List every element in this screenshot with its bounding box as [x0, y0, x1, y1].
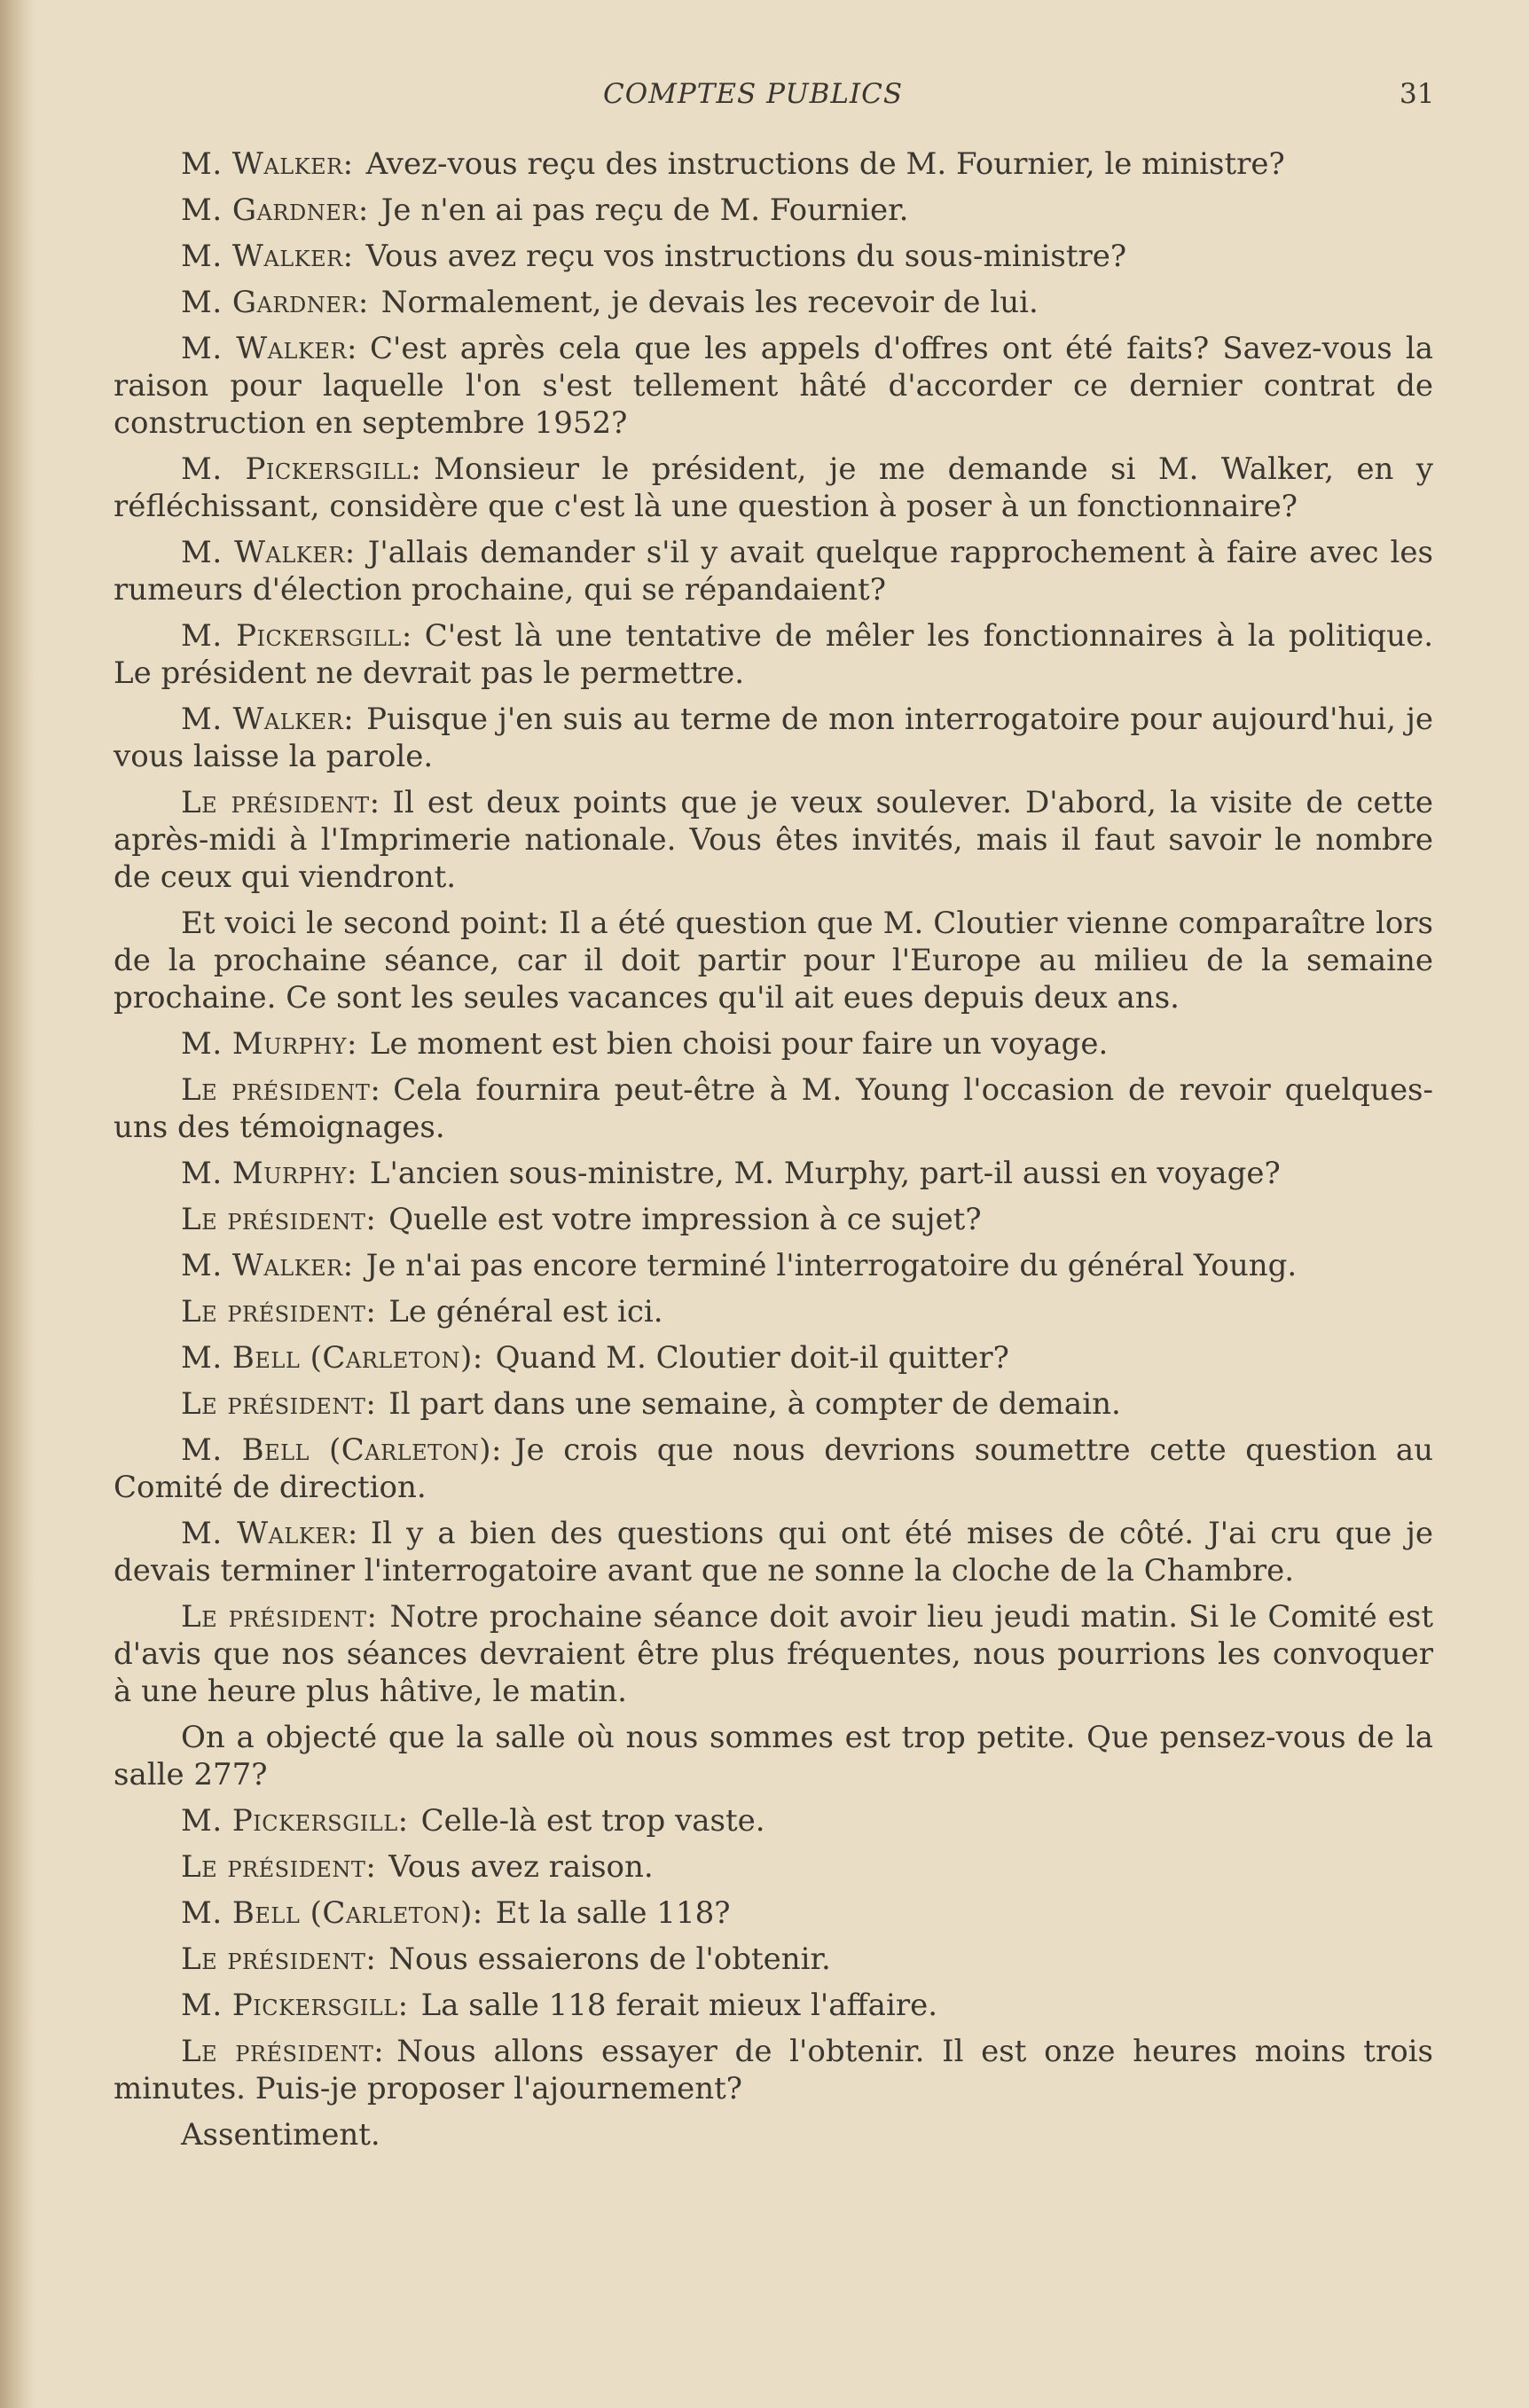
speaker-label: M. Murphy:	[181, 1156, 357, 1191]
transcript-paragraph	[114, 905, 1433, 1016]
paragraph-text: Je crois que nous devrions soumettre cette question au Comité de direction.	[114, 1432, 1433, 1505]
speaker-label: M. Walker:	[181, 1248, 354, 1283]
paragraph-text: Il y a bien des questions qui ont été mises de côté. J'ai cru que je devais terminer l'interrogatoire avant que ne sonne la cloche de la Chambre.	[114, 1516, 1433, 1588]
paragraph-text: Monsieur le président, je me demande si M. Walker, en y réfléchissant, considère que c'est là une question à poser à un fonctionnaire?	[114, 451, 1434, 524]
paragraph-text: Vous avez raison.	[388, 1849, 654, 1885]
transcript-paragraph	[114, 1201, 1433, 1238]
transcript-paragraph	[114, 1987, 1433, 2024]
transcript-paragraph	[114, 1155, 1433, 1192]
speaker-label: M. Walker:	[181, 239, 354, 274]
page-binding-shadow	[0, 0, 35, 2408]
transcript-paragraph	[114, 1894, 1433, 1932]
transcript-paragraph	[114, 1848, 1433, 1886]
transcript-paragraph	[114, 701, 1433, 775]
paragraph-text: C'est là une tentative de mêler les fonctionnaires à la politique. Le président ne devrait pas le permettre.	[114, 618, 1434, 691]
speaker-label: Le président:	[181, 2034, 385, 2069]
transcript-paragraph	[114, 1941, 1433, 1978]
speaker-label: Le président:	[181, 1849, 377, 1885]
speaker-label: M. Bell (Carleton):	[181, 1895, 483, 1931]
paragraph-text: Celle-là est trop vaste.	[420, 1803, 765, 1839]
paragraph-text: Le moment est bien choisi pour faire un voyage.	[369, 1026, 1109, 1062]
transcript-body	[114, 145, 1433, 2162]
paragraph-text: Quelle est votre impression à ce sujet?	[388, 1202, 982, 1237]
transcript-paragraph	[114, 145, 1433, 183]
page-header	[0, 78, 1529, 114]
speaker-label: M. Pickersgill:	[181, 618, 412, 654]
paragraph-text: Je n'en ai pas reçu de M. Fournier.	[380, 192, 909, 228]
speaker-label: M. Walker:	[181, 535, 356, 570]
paragraph-text: Nous essaierons de l'obtenir.	[388, 1941, 831, 1977]
transcript-paragraph	[114, 2116, 1433, 2153]
transcript-paragraph	[114, 1071, 1433, 1146]
transcript-paragraph	[114, 238, 1433, 275]
speaker-label: M. Pickersgill:	[181, 1988, 409, 2023]
speaker-label: M. Gardner:	[181, 285, 369, 320]
transcript-paragraph	[114, 284, 1433, 321]
speaker-label: M. Murphy:	[181, 1026, 357, 1062]
transcript-paragraph	[114, 451, 1433, 525]
speaker-label: M. Walker:	[181, 702, 355, 737]
paragraph-text: Il part dans une semaine, à compter de demain.	[388, 1386, 1121, 1422]
transcript-paragraph	[114, 1719, 1433, 1793]
speaker-label: M. Walker:	[181, 146, 354, 182]
transcript-paragraph	[114, 617, 1433, 692]
paragraph-text: Notre prochaine séance doit avoir lieu jeudi matin. Si le Comité est d'avis que nos séances devraient être plus fréquentes, nous pourrions les convoquer à une heure plus hâtive, le matin.	[114, 1599, 1433, 1709]
page-number: 31	[1400, 78, 1435, 110]
paragraph-text: C'est après cela que les appels d'offres ont été faits? Savez-vous la raison pour laquelle l'on s'est tellement hâté d'accorder ce dernier contrat de construction en septembre 1952?	[114, 331, 1434, 441]
paragraph-text: Et voici le second point: Il a été question que M. Cloutier vienne comparaître lors de la prochaine séance, car il doit partir pour l'Europe au milieu de la semaine prochaine. Ce sont les seules vacances qu'il ait eues depuis deux ans.	[114, 906, 1433, 1016]
speaker-label: Le président:	[181, 1294, 377, 1329]
paragraph-text: Et la salle 118?	[495, 1895, 731, 1931]
transcript-paragraph	[114, 534, 1433, 608]
paragraph-text: L'ancien sous-ministre, M. Murphy, part-il aussi en voyage?	[369, 1156, 1281, 1191]
speaker-label: Le président:	[181, 1072, 381, 1108]
transcript-paragraph	[114, 1293, 1433, 1330]
speaker-label: Le président:	[181, 1386, 377, 1422]
speaker-label: M. Bell (Carleton):	[181, 1340, 483, 1376]
transcript-paragraph	[114, 1802, 1433, 1839]
transcript-paragraph	[114, 1247, 1433, 1284]
speaker-label: Le président:	[181, 1941, 377, 1977]
speaker-label: M. Pickersgill:	[181, 451, 422, 487]
transcript-paragraph	[114, 1515, 1433, 1589]
paragraph-text: Avez-vous reçu des instructions de M. Fournier, le ministre?	[365, 146, 1285, 182]
paragraph-text: Il est deux points que je veux soulever. D'abord, la visite de cette après-midi à l'Imprimerie nationale. Vous êtes invités, mais il faut savoir le nombre de ceux qui viendront.	[114, 785, 1433, 895]
transcript-paragraph	[114, 784, 1433, 896]
paragraph-text: Assentiment.	[181, 2117, 380, 2153]
paragraph-text: Puisque j'en suis au terme de mon interrogatoire pour aujourd'hui, je vous laisse la parole.	[114, 702, 1433, 774]
running-title: COMPTES PUBLICS	[603, 78, 904, 110]
speaker-label: Le président:	[181, 785, 380, 820]
transcript-paragraph	[114, 1339, 1433, 1377]
speaker-label: Le président:	[181, 1202, 377, 1237]
transcript-paragraph	[114, 1431, 1433, 1506]
transcript-paragraph	[114, 2033, 1433, 2107]
speaker-label: M. Walker:	[181, 331, 357, 366]
paragraph-text: Quand M. Cloutier doit-il quitter?	[495, 1340, 1009, 1376]
transcript-paragraph	[114, 1598, 1433, 1710]
paragraph-text: Vous avez reçu vos instructions du sous-ministre?	[365, 239, 1127, 274]
paragraph-text: Le général est ici.	[388, 1294, 663, 1329]
paragraph-text: On a objecté que la salle où nous sommes est trop petite. Que pensez-vous de la salle 277?	[114, 1720, 1433, 1792]
speaker-label: Le président:	[181, 1599, 378, 1635]
speaker-label: M. Walker:	[181, 1516, 358, 1551]
speaker-label: M. Gardner:	[181, 192, 369, 228]
speaker-label: M. Bell (Carleton):	[181, 1432, 502, 1468]
transcript-paragraph	[114, 192, 1433, 229]
paragraph-text: Normalement, je devais les recevoir de lui.	[380, 285, 1039, 320]
paragraph-text: Cela fournira peut-être à M. Young l'occasion de revoir quelques-uns des témoignages.	[114, 1072, 1433, 1145]
transcript-paragraph	[114, 1385, 1433, 1423]
paragraph-text: J'allais demander s'il y avait quelque rapprochement à faire avec les rumeurs d'élection prochaine, qui se répandaient?	[114, 535, 1433, 608]
transcript-paragraph	[114, 330, 1433, 442]
paragraph-text: Nous allons essayer de l'obtenir. Il est onze heures moins trois minutes. Puis-je proposer l'ajournement?	[114, 2034, 1433, 2106]
paragraph-text: La salle 118 ferait mieux l'affaire.	[420, 1988, 938, 2023]
transcript-paragraph	[114, 1025, 1433, 1063]
speaker-label: M. Pickersgill:	[181, 1803, 409, 1839]
paragraph-text: Je n'ai pas encore terminé l'interrogatoire du général Young.	[365, 1248, 1298, 1283]
